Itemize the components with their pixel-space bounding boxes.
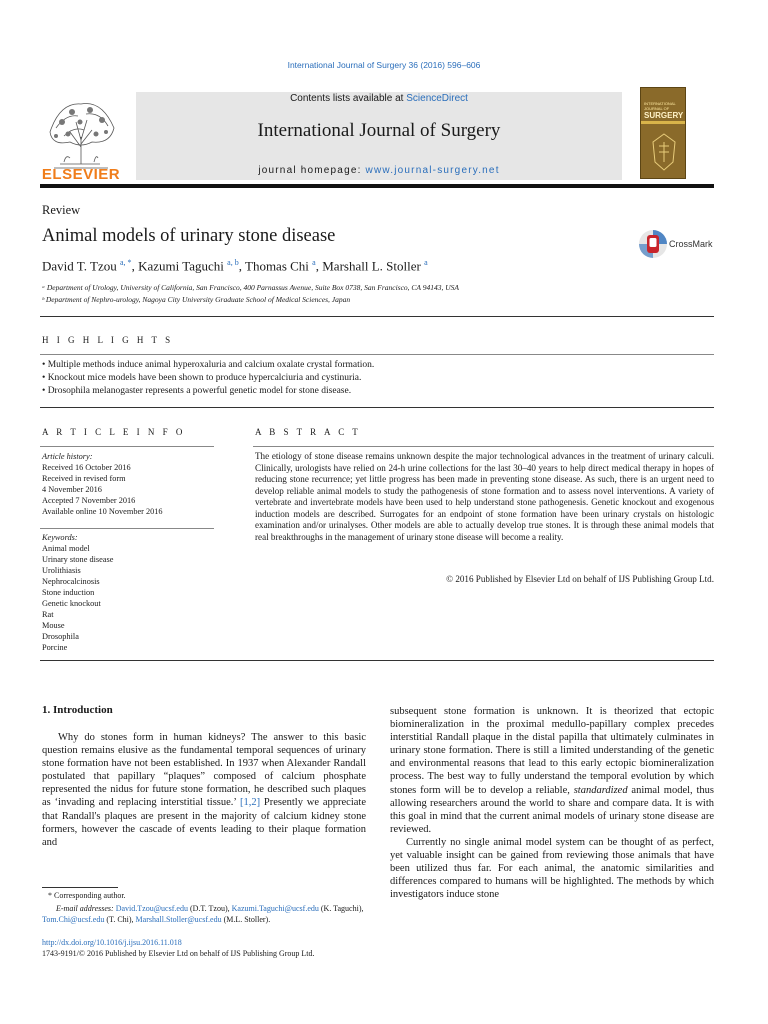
paragraph-text: Why do stones form in human kidneys? The answer to this basic question remains elusive as the fundamental temporal sequences of urinary stone formation have not been established. In 1937 when Alexander Randall postulated that papillary “plaques” composed of calcium phosphate represented the nidus for future stone formation, he described such plaques as ‘invading and replacing interstitial tissue.’: [42, 732, 366, 809]
email-link[interactable]: Kazumi.Taguchi@ucsf.edu: [231, 904, 319, 913]
contents-prefix: Contents lists available at: [290, 93, 407, 104]
journal-homepage: [136, 165, 622, 176]
contents-line: [136, 93, 622, 104]
body-column-right: [390, 705, 714, 901]
history-label: Article history:: [42, 452, 93, 461]
abstract-text: The etiology of stone disease remains unknown despite the major technological advances in the treatment of urinary calculi. Clinically, urologists have relied on 24-h urine collections for the last 30–40 years to help direct medical therapy in hopes of reducing stone recurrence; yet little progress has been made in preventing stone disease. As such, there is an urgent need to develop reliable animal models to study the pathogenesis of stone formation and to assess novel interventions. A variety of vertebrate and invertebrate models have been used to help understand stone pathogenesis. Genetic knockout and exogenous induction models are described. Surrogates for an endpoint of stone formation have been urinary crystals on histologic examination and/or urinalyses. Other models are able to actually develop true stones. It is through these animal models that real breakthroughs in the management of urinary stone disease will become a reality.: [255, 451, 714, 542]
history-line: Available online 10 November 2016: [42, 507, 163, 516]
keyword: Stone induction: [42, 588, 95, 597]
divider: [40, 354, 714, 355]
abstract-heading: A B S T R A C T: [255, 427, 361, 437]
paragraph-text: animal model, thus allowing researchers around the world to share and compare data. It is with this goal in mind that the current animal models of urinary stone disease are reviewed.: [390, 784, 715, 835]
highlight-item: • Multiple methods induce animal hyperoxaluria and calcium oxalate crystal formation.: [42, 360, 375, 370]
keyword: Urinary stone disease: [42, 555, 114, 564]
email-owner: (M.L. Stoller).: [221, 915, 271, 924]
highlight-item: • Drosophila melanogaster represents a powerful genetic model for stone disease.: [42, 386, 352, 396]
history-line: 4 November 2016: [42, 485, 102, 494]
article-title: Animal models of urinary stone disease: [42, 226, 336, 246]
sciencedirect-link[interactable]: ScienceDirect: [406, 93, 468, 104]
article-info-heading: A R T I C L E I N F O: [42, 427, 186, 437]
masthead-rule: [40, 184, 714, 188]
keyword: Genetic knockout: [42, 599, 101, 608]
divider: [40, 407, 714, 408]
homepage-prefix: journal homepage:: [258, 165, 366, 176]
body-column-left: [42, 731, 366, 849]
email-owner: (D.T. Tzou),: [187, 904, 232, 913]
email-link[interactable]: Tom.Chi@ucsf.edu: [42, 915, 105, 924]
author-affil-marker[interactable]: a: [312, 258, 316, 267]
email-addresses: [42, 903, 372, 925]
crossmark-icon[interactable]: [638, 229, 668, 259]
keyword: Mouse: [42, 621, 65, 630]
divider: [40, 660, 714, 661]
divider: [253, 446, 714, 447]
affiliation-a: ᵃ Department of Urology, University of California, San Francisco, 400 Parnassus Avenue, Suite Box 0738, San Francisco, CA 94143, USA: [42, 283, 459, 292]
journal-citation[interactable]: International Journal of Surgery 36 (2016) 596–606: [287, 60, 481, 70]
paragraph: [42, 731, 366, 849]
history-line: Accepted 7 November 2016: [42, 496, 136, 505]
author-affil-marker[interactable]: a, *: [120, 258, 132, 267]
elsevier-wordmark: ELSEVIER: [41, 166, 121, 183]
section-heading-introduction: 1. Introduction: [42, 704, 113, 716]
corresponding-author-note: * Corresponding author.: [48, 891, 126, 900]
emphasis-text: standardized: [573, 784, 628, 796]
author-name[interactable]: David T. Tzou: [42, 258, 117, 274]
author-affil-marker[interactable]: a, b: [227, 258, 239, 267]
paragraph-text: Presently we appreciate that Randall's plaques are present in the majority of calcium kidney stone formers, however the cascade of events leading to their plaque formation and: [42, 797, 366, 848]
affiliation-b: ᵇ Department of Nephro-urology, Nagoya City University Graduate School of Medical Sciences, Japan: [42, 295, 351, 304]
history-line: Received in revised form: [42, 474, 126, 483]
divider: [40, 528, 214, 529]
cover-title: SURGERY: [644, 111, 684, 120]
keyword: Rat: [42, 610, 54, 619]
journal-title: International Journal of Surgery: [257, 120, 501, 141]
crossmark-label[interactable]: CrossMark: [669, 239, 713, 249]
homepage-link[interactable]: www.journal-surgery.net: [365, 165, 500, 176]
keyword: Drosophila: [42, 632, 79, 641]
citation-link[interactable]: [1,2]: [239, 797, 261, 809]
footnote-rule: [42, 887, 118, 888]
author-name[interactable]: Kazumi Taguchi: [138, 258, 224, 274]
divider: [40, 316, 714, 317]
author-name[interactable]: Marshall L. Stoller: [322, 258, 421, 274]
keyword: Nephrocalcinosis: [42, 577, 100, 586]
paragraph-text: subsequent stone formation is unknown. It is theorized that ectopic biomineralization in the proximal medullo-papillary complex precedes interstitial Randall plaque in the distal papilla that ultimately culminates in urinary stone formation. There is still a limited understanding of the genetic and environmental reasons that lead to this early ectopic biomineralization process. The best way to fully understand the temporal evolution by which stones form will be to develop a reliable,: [390, 706, 714, 796]
cover-art-icon: [649, 132, 679, 172]
abstract-copyright: © 2016 Published by Elsevier Ltd on behalf of IJS Publishing Group Ltd.: [446, 574, 714, 584]
email-owner: (K. Taguchi),: [318, 904, 364, 913]
keyword: Porcine: [42, 643, 68, 652]
paragraph: [390, 705, 714, 836]
cover-small-text: INTERNATIONAL JOURNAL OF: [644, 101, 676, 111]
keywords-label: Keywords:: [42, 533, 78, 542]
cover-band: [641, 121, 686, 124]
keyword: Animal model: [42, 544, 90, 553]
highlights-heading: H I G H L I G H T S: [42, 335, 174, 345]
email-link[interactable]: David.Tzou@ucsf.edu: [115, 904, 188, 913]
paragraph: Currently no single animal model system can be thought of as perfect, yet valuable insight can be gained from reviewing those animals that have been utilized thus far. For each animal, the anatomic similarities and differences compared to humans will be highlighted. The methods by which investigators induce stone: [390, 836, 714, 901]
keyword: Urolithiasis: [42, 566, 81, 575]
article-type: Review: [42, 203, 81, 217]
author-affil-marker[interactable]: a: [424, 258, 428, 267]
email-label: E-mail addresses:: [56, 904, 116, 913]
doi-link[interactable]: http://dx.doi.org/10.1016/j.ijsu.2016.11.018: [42, 938, 182, 947]
journal-cover[interactable]: [640, 87, 686, 179]
author-name[interactable]: Thomas Chi: [245, 258, 309, 274]
email-owner: (T. Chi),: [104, 915, 136, 924]
divider: [40, 446, 214, 447]
email-link[interactable]: Marshall.Stoller@ucsf.edu: [135, 915, 222, 924]
author-list: David T. Tzou $^{a, *}$, Kazumi Taguchi $^{a, b}$, Thomas Chi $^a$, Marshall L. Stoller $^a$: [42, 258, 428, 274]
issn-line: 1743-9191/© 2016 Published by Elsevier Ltd on behalf of IJS Publishing Group Ltd.: [42, 949, 315, 958]
highlight-item: • Knockout mice models have been shown to produce hypercalciuria and cystinuria.: [42, 373, 362, 383]
history-line: Received 16 October 2016: [42, 463, 131, 472]
